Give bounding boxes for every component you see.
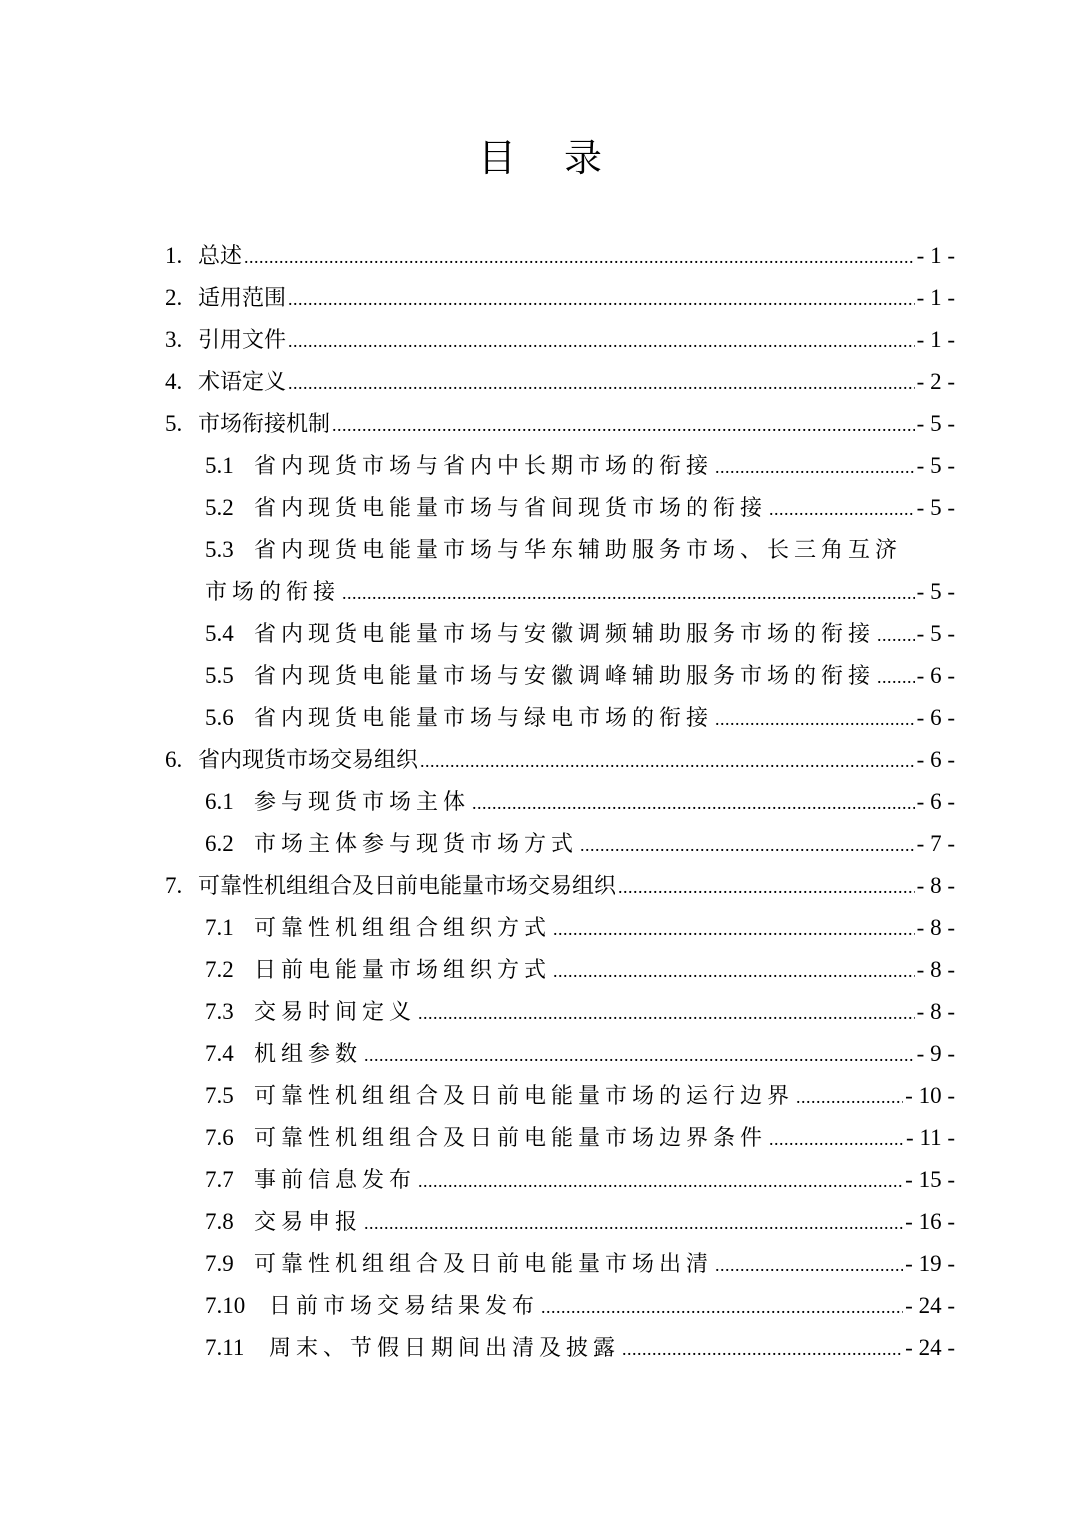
- toc-leader: [553, 909, 915, 949]
- toc-page-number: - 1 -: [916, 285, 955, 310]
- toc-number: 6.: [165, 747, 183, 772]
- toc-title: 省内现货电能量市场与省间现货市场的衔接: [254, 496, 768, 521]
- toc-number: 7.4: [205, 1041, 234, 1066]
- toc-title: 省内现货市场交易组织: [198, 748, 419, 773]
- toc-page-number: - 7 -: [916, 831, 955, 856]
- toc-entry-7-3[interactable]: [205, 992, 955, 1032]
- toc-title: 机组参数: [254, 1042, 363, 1067]
- toc-page-number: - 19 -: [905, 1251, 955, 1276]
- toc-number: 5.3: [205, 537, 234, 562]
- page-title: 目 录: [477, 136, 621, 180]
- toc-page-number: - 6 -: [916, 663, 955, 688]
- toc-number: 7.11: [205, 1335, 245, 1360]
- toc-title: 省内现货电能量市场与安徽调频辅助服务市场的衔接: [254, 622, 876, 647]
- toc-leader: [364, 1203, 903, 1243]
- toc-number: 7.: [165, 873, 183, 898]
- toc-number: 5.1: [205, 453, 234, 478]
- toc-leader: [715, 1245, 903, 1285]
- toc-leader: [877, 615, 915, 655]
- toc-number: 7.6: [205, 1125, 234, 1150]
- toc-page-number: - 8 -: [916, 915, 955, 940]
- toc-leader: [472, 783, 915, 823]
- toc-number: 2.: [165, 285, 183, 310]
- toc-title: 总述: [198, 244, 243, 269]
- toc-entry-5-5[interactable]: [205, 656, 955, 696]
- toc-entry-7-4[interactable]: [205, 1034, 955, 1074]
- toc-leader: [622, 1329, 903, 1369]
- toc-title: 可靠性机组组合及日前电能量市场边界条件: [254, 1126, 768, 1151]
- toc-page-number: - 5 -: [916, 453, 955, 478]
- toc-leader: [288, 363, 915, 403]
- toc-entry-2[interactable]: [165, 278, 955, 318]
- toc-entry-7-10[interactable]: [205, 1286, 955, 1326]
- toc-leader: [580, 825, 915, 865]
- toc-entry-6[interactable]: [165, 740, 955, 780]
- toc-title: 可靠性机组组合及日前电能量市场出清: [254, 1252, 714, 1277]
- toc-page-number: - 24 -: [905, 1335, 955, 1360]
- toc-title: 可靠性机组组合及日前电能量市场的运行边界: [254, 1084, 795, 1109]
- toc-entry-7-7[interactable]: [205, 1160, 955, 1200]
- toc-title: 参与现货市场主体: [254, 790, 471, 815]
- toc-title: 适用范围: [198, 286, 287, 311]
- toc-page-number: - 5 -: [916, 621, 955, 646]
- toc-entry-5-1[interactable]: [205, 446, 955, 486]
- toc-entry-3[interactable]: [165, 320, 955, 360]
- toc-page-number: - 8 -: [916, 999, 955, 1024]
- toc-number: 6.2: [205, 831, 234, 856]
- toc-leader: [541, 1287, 903, 1327]
- toc-title: 日前电能量市场组织方式: [254, 958, 552, 983]
- toc-number: 4.: [165, 369, 183, 394]
- toc-page-number: - 1 -: [916, 243, 955, 268]
- toc-entry-7-9[interactable]: [205, 1244, 955, 1284]
- toc-title: 市场衔接机制: [198, 412, 331, 437]
- toc-page-number: - 1 -: [916, 327, 955, 352]
- toc-leader: [796, 1077, 903, 1117]
- toc-entry-7-11[interactable]: [205, 1328, 955, 1368]
- toc-number: 5.5: [205, 663, 234, 688]
- toc-title: 可靠性机组组合及日前电能量市场交易组织: [198, 874, 617, 899]
- toc-page-number: - 6 -: [916, 747, 955, 772]
- toc-page-number: - 6 -: [916, 789, 955, 814]
- toc-title: 可靠性机组组合组织方式: [254, 916, 552, 941]
- toc-page-number: - 5 -: [916, 579, 955, 604]
- toc-entry-7-6[interactable]: [205, 1118, 955, 1158]
- toc-number: 7.8: [205, 1209, 234, 1234]
- toc-page-number: - 2 -: [916, 369, 955, 394]
- toc-number: 6.1: [205, 789, 234, 814]
- toc-page-number: - 16 -: [905, 1209, 955, 1234]
- toc-entry-7[interactable]: [165, 866, 955, 906]
- toc-entry-7-8[interactable]: [205, 1202, 955, 1242]
- toc-number: 1.: [165, 243, 183, 268]
- toc-entry-5-3-line1[interactable]: [205, 530, 902, 570]
- toc-leader: [715, 699, 915, 739]
- toc-leader: [342, 573, 915, 613]
- toc-page-number: - 11 -: [906, 1125, 955, 1150]
- toc-leader: [288, 321, 915, 361]
- toc-number: 3.: [165, 327, 183, 352]
- toc-number: 7.1: [205, 915, 234, 940]
- toc-title-continued: 市场的衔接: [205, 580, 341, 605]
- toc-title: 省内现货电能量市场与绿电市场的衔接: [254, 706, 714, 731]
- toc-page-number: - 5 -: [916, 495, 955, 520]
- toc-page-number: - 15 -: [905, 1167, 955, 1192]
- toc-entry-7-5[interactable]: [205, 1076, 955, 1116]
- toc-title: 术语定义: [198, 370, 287, 395]
- toc-leader: [244, 237, 915, 277]
- toc-number: 5.4: [205, 621, 234, 646]
- toc-leader: [288, 279, 915, 319]
- toc-leader: [769, 489, 915, 529]
- toc-page-number: - 10 -: [905, 1083, 955, 1108]
- toc-page-number: - 9 -: [916, 1041, 955, 1066]
- toc-entry-4[interactable]: [165, 362, 955, 402]
- toc-number: 5.6: [205, 705, 234, 730]
- toc-number: 7.5: [205, 1083, 234, 1108]
- toc-title: 交易申报: [254, 1210, 363, 1235]
- toc-page-number: - 24 -: [905, 1293, 955, 1318]
- toc-entry-6-1[interactable]: [205, 782, 955, 822]
- toc-entry-1[interactable]: [165, 236, 955, 276]
- toc-page-number: - 5 -: [916, 411, 955, 436]
- toc-page-number: - 8 -: [916, 957, 955, 982]
- toc-leader: [769, 1119, 904, 1159]
- toc-title: 市场主体参与现货市场方式: [254, 832, 579, 857]
- toc-leader: [364, 1035, 915, 1075]
- toc-entry-7-2[interactable]: [205, 950, 955, 990]
- toc-leader: [618, 867, 915, 907]
- toc-entry-5-3-line2[interactable]: [205, 572, 955, 612]
- toc-title: 省内现货电能量市场与安徽调峰辅助服务市场的衔接: [254, 664, 876, 689]
- toc-leader: [418, 1161, 903, 1201]
- toc-title: 周末、节假日期间出清及披露: [269, 1336, 621, 1361]
- toc-number: 5.: [165, 411, 183, 436]
- toc-number: 7.7: [205, 1167, 234, 1192]
- toc-entry-6-2[interactable]: [205, 824, 955, 864]
- toc-page-number: - 8 -: [916, 873, 955, 898]
- toc-leader: [715, 447, 915, 487]
- toc-number: 5.2: [205, 495, 234, 520]
- toc-title: 交易时间定义: [254, 1000, 417, 1025]
- toc-title: 省内现货电能量市场与华东辅助服务市场、长三角互济: [254, 538, 903, 563]
- toc-leader: [418, 993, 915, 1033]
- toc-number: 7.10: [205, 1293, 246, 1318]
- toc-entry-5-2[interactable]: [205, 488, 955, 528]
- toc-title: 日前市场交易结果发布: [269, 1294, 540, 1319]
- toc-title: 事前信息发布: [254, 1168, 417, 1193]
- toc-entry-5-4[interactable]: [205, 614, 955, 654]
- toc-leader: [553, 951, 915, 991]
- toc-title: 省内现货市场与省内中长期市场的衔接: [254, 454, 714, 479]
- toc-leader: [877, 657, 915, 697]
- toc-number: 7.3: [205, 999, 234, 1024]
- toc-title: 引用文件: [198, 328, 287, 353]
- toc-entry-5-6[interactable]: [205, 698, 955, 738]
- toc-number: 7.2: [205, 957, 234, 982]
- toc-page-number: - 6 -: [916, 705, 955, 730]
- toc-leader: [420, 741, 915, 781]
- toc-entry-7-1[interactable]: [205, 908, 955, 948]
- toc-leader: [332, 405, 915, 445]
- toc-entry-5[interactable]: [165, 404, 955, 444]
- toc-number: 7.9: [205, 1251, 234, 1276]
